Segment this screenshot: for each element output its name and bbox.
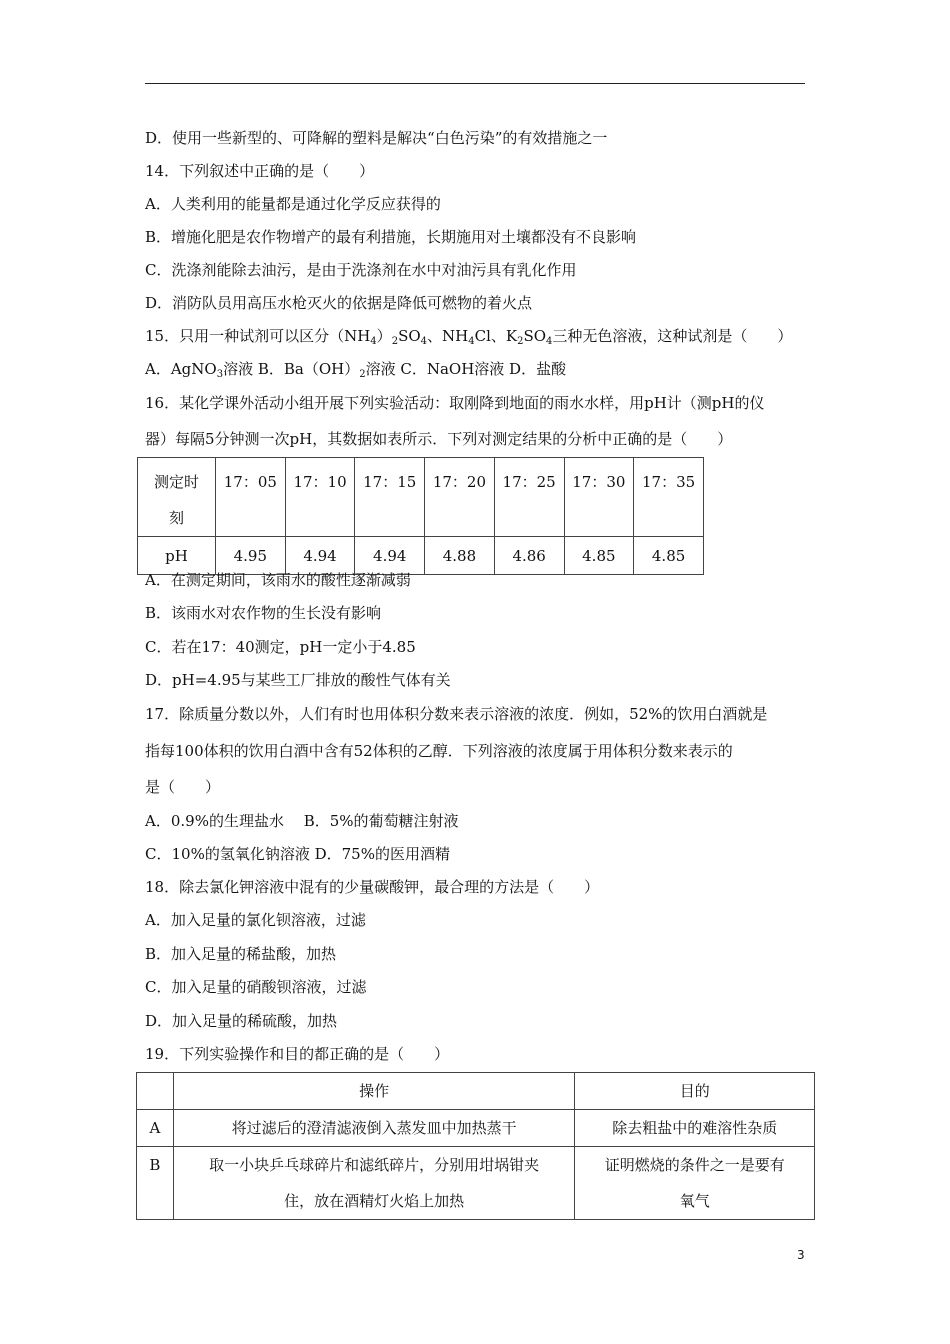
q18-option-a: A．加入足量的氯化钡溶液，过滤 bbox=[145, 911, 366, 929]
q16-option-b: B．该雨水对农作物的生长没有影响 bbox=[145, 604, 382, 622]
ph-table-value-cell: 4.94 bbox=[355, 537, 425, 575]
ph-table-value-cell: 4.94 bbox=[285, 537, 355, 575]
ph-table-time-cell: 17：35 bbox=[634, 458, 704, 537]
q14-option-b: B．增施化肥是农作物增产的最有利措施，长期施用对土壤都没有不良影响 bbox=[145, 228, 637, 246]
ph-table-time-row bbox=[138, 458, 704, 537]
q16-stem-line1: 16．某化学课外活动小组开展下列实验活动：取刚降到地面的雨水水样，用pH计（测pH的仪 bbox=[145, 394, 765, 412]
q16-option-c: C．若在17：40测定，pH一定小于4.85 bbox=[145, 638, 416, 656]
q14-stem: 14．下列叙述中正确的是（ ） bbox=[145, 162, 375, 180]
ph-table-value-row bbox=[138, 537, 704, 575]
q16-option-a: A．在测定期间，该雨水的酸性逐渐减弱 bbox=[145, 571, 411, 589]
ph-table bbox=[137, 457, 704, 575]
operations-header-purpose: 目的 bbox=[575, 1073, 815, 1110]
operations-row-operation: 将过滤后的澄清滤液倒入蒸发皿中加热蒸干 bbox=[173, 1110, 575, 1147]
q18-option-c: C．加入足量的硝酸钡溶液，过滤 bbox=[145, 978, 367, 996]
operations-table-row-a bbox=[137, 1110, 815, 1147]
q14-option-c: C．洗涤剂能除去油污，是由于洗涤剂在水中对油污具有乳化作用 bbox=[145, 261, 577, 279]
q17-stem-line1: 17．除质量分数以外，人们有时也用体积分数来表示溶液的浓度．例如，52%的饮用白酒就是 bbox=[145, 705, 768, 723]
ph-table-value-cell: 4.88 bbox=[425, 537, 495, 575]
ph-table-time-cell: 17：20 bbox=[425, 458, 495, 537]
operations-row-purpose: 证明燃烧的条件之一是要有 氧气 bbox=[575, 1147, 815, 1220]
operations-table bbox=[136, 1072, 815, 1220]
q17-options-ab: A．0.9%的生理盐水 B．5%的葡萄糖注射液 bbox=[145, 812, 459, 830]
q16-option-d: D．pH=4.95与某些工厂排放的酸性气体有关 bbox=[145, 671, 451, 689]
q17-stem-line3: 是（ ） bbox=[145, 778, 221, 796]
q14-option-d: D．消防队员用高压水枪灭火的依据是降低可燃物的着火点 bbox=[145, 294, 533, 312]
q15-stem: 15．只用一种试剂可以区分$(NH_4)_2SO_4$、$NH_4Cl$、$K_2SO_4$三种无色溶液，这种试剂是（ ） bbox=[145, 327, 793, 347]
q18-stem: 18．除去氯化钾溶液中混有的少量碳酸钾，最合理的方法是（ ） bbox=[145, 878, 600, 896]
ph-table-time-cell: 17：05 bbox=[215, 458, 285, 537]
operations-header-operation: 操作 bbox=[173, 1073, 575, 1110]
ph-table-value-cell: 4.86 bbox=[494, 537, 564, 575]
q13-option-d: D．使用一些新型的、可降解的塑料是解决“白色污染”的有效措施之一 bbox=[145, 129, 608, 147]
operations-table-header-row bbox=[137, 1073, 815, 1110]
operations-row-label: B bbox=[137, 1147, 174, 1220]
ph-table-time-cell: 17：15 bbox=[355, 458, 425, 537]
ph-table-value-cell: 4.85 bbox=[634, 537, 704, 575]
q15-options: A．AgNO$_3$溶液 B．$Ba(OH)_2$溶液 C．NaOH溶液 D．盐酸 bbox=[145, 360, 567, 380]
operations-row-purpose: 除去粗盐中的难溶性杂质 bbox=[575, 1110, 815, 1147]
ph-table-value-cell: 4.95 bbox=[215, 537, 285, 575]
ph-table-time-cell: 17：25 bbox=[494, 458, 564, 537]
q19-stem: 19．下列实验操作和目的都正确的是（ ） bbox=[145, 1045, 450, 1063]
q14-option-a: A．人类利用的能量都是通过化学反应获得的 bbox=[145, 195, 441, 213]
q17-options-cd: C．10%的氢氧化钠溶液 D．75%的医用酒精 bbox=[145, 845, 450, 863]
q18-option-b: B．加入足量的稀盐酸，加热 bbox=[145, 945, 337, 963]
operations-table-corner-cell bbox=[137, 1073, 174, 1110]
q16-stem-line2: 器）每隔5分钟测一次pH，其数据如表所示．下列对测定结果的分析中正确的是（ ） bbox=[145, 430, 733, 448]
header-rule bbox=[145, 83, 805, 84]
q18-option-d: D．加入足量的稀硫酸，加热 bbox=[145, 1012, 338, 1030]
ph-table-time-cell: 17：30 bbox=[564, 458, 634, 537]
ph-table-time-cell: 17：10 bbox=[285, 458, 355, 537]
operations-row-operation: 取一小块乒乓球碎片和滤纸碎片，分别用坩埚钳夹 住，放在酒精灯火焰上加热 bbox=[173, 1147, 575, 1220]
ph-table-value-cell: 4.85 bbox=[564, 537, 634, 575]
page-number: 3 bbox=[797, 1248, 805, 1262]
q17-stem-line2: 指每100体积的饮用白酒中含有52体积的乙醇．下列溶液的浓度属于用体积分数来表示的 bbox=[145, 742, 733, 760]
operations-row-label: A bbox=[137, 1110, 174, 1147]
ph-table-ph-header: pH bbox=[138, 537, 216, 575]
ph-table-time-header: 测定时 刻 bbox=[138, 458, 216, 537]
operations-table-row-b bbox=[137, 1147, 815, 1220]
